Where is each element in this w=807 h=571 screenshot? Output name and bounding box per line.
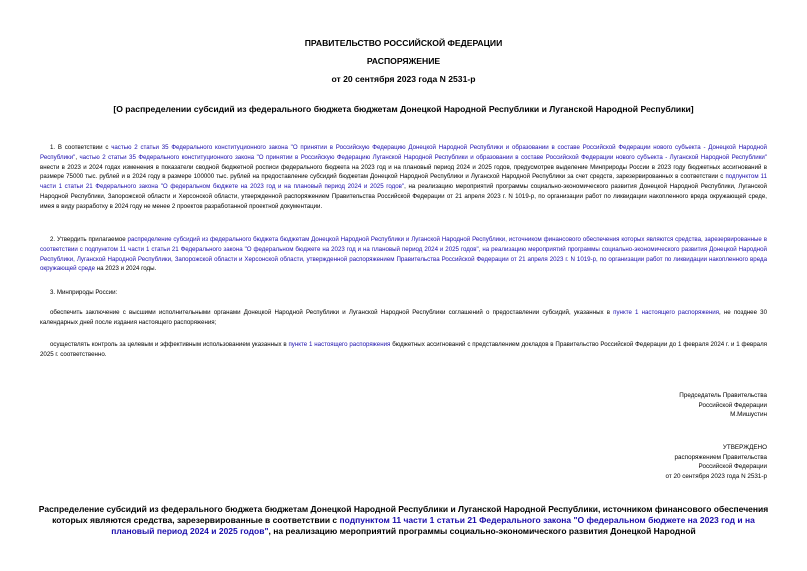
p2-text-c: на 2023 и 2024 годы.	[95, 265, 157, 273]
link-budget-law-bottom[interactable]: подпунктом 11 части 1 статьи 21 Федерального закона "О федеральном бюджете на 2023 год и на плановый период 2024 и 2025 годов"	[111, 515, 755, 536]
p5-text-a: осуществлять контроль за целевым и эффективным использованием указанных в	[50, 341, 289, 348]
link-fkz-dnr[interactable]: частью 2 статьи 35 Федерального конституционного закона "О принятии в Российскую Федерацию Донецкой Народной Республики и образовании в составе Российской Федерации нового субъекта - Донецкой Народной Республики"	[40, 144, 767, 161]
p1-text-a: 1. В соответствии с	[50, 144, 112, 151]
government-name: ПРАВИТЕЛЬСТВО РОССИЙСКОЙ ФЕДЕРАЦИИ	[304, 38, 503, 48]
bottom-title-text-a: Распределение субсидий из федерального бюджета бюджетам Донецкой Народной Республики и Луганской Народной Республики, источником финансового обеспечения которых являются средства, зарезервированные в соответствии с	[38, 504, 769, 525]
link-fkz-lnr[interactable]: частью 2 статьи 35 Федерального конституционного закона "О принятии в Российскую Федерацию Луганской Народной Республики и образовании в составе Российской Федерации нового субъекта - Луганской Народной Республики"	[79, 153, 767, 161]
bottom-title-text-c: , на реализацию мероприятий программы социально-экономического развития Донецкой Народной	[268, 526, 696, 536]
distribution-title	[30, 504, 777, 537]
paragraph-5	[40, 340, 767, 360]
signature-block	[467, 391, 767, 420]
document-date-number: от 20 сентября 2023 года N 2531-р	[331, 74, 476, 84]
p1-text-e: внести в 2023 и 2024 годах изменения в показатели сводной бюджетной росписи федерального бюджета на 2023 год и на плановый период 2024 и 2025 годов, предусмотрев выделение Минприроды России в 2023 году бюджетных ассигнований в размере 75000 тыс. рублей и в 2024 году в размере 100000 тыс. рублей на предоставление субсидий бюджетам Донецкой Народной Республики и Луганской Народной Республики за счет средств, зарезервированных в соответствии с	[40, 163, 767, 181]
approval-decree: распоряжением Правительства	[674, 453, 767, 461]
approval-block	[467, 443, 767, 481]
signature-organization: Российской Федерации	[698, 401, 767, 409]
paragraph-3: 3. Минприроды России:	[50, 289, 118, 296]
link-distribution[interactable]: распределение субсидий из федерального бюджета бюджетам Донецкой Народной Республики и Луганской Народной Республики, источником финансового обеспечения которых являются средства, зарезервированные в соответствии с подпунктом 11 части 1 статьи 21 Федерального закона "О федеральном бюджете на 2023 год и на плановый период 2024 и 2025 годов", на реализацию мероприятий программы социально-экономического развития Донецкой Народной Республики, Луганской Народной Республики, Запорожской области и Херсонской области, утвержденной распоряжением Правительства Российской Федерации от 21 апреля 2023 г. N 1019-р, по организации работ по ликвидации накопленного вреда окружающей среде	[40, 236, 767, 273]
document-title: [О распределении субсидий из федерального бюджета бюджетам Донецкой Народной Республики и Луганской Народной Республики]	[113, 104, 694, 114]
paragraph-1	[40, 143, 767, 212]
signature-name: М.Мишустин	[730, 411, 767, 418]
link-budget-law-p1[interactable]: подпунктом 11 части 1 статьи 21 Федерального закона "О федеральном бюджете на 2023 год и на плановый период 2024 и 2025 годов"	[40, 173, 767, 191]
approval-label: УТВЕРЖДЕНО	[722, 444, 767, 451]
p4-text-a: обеспечить заключение с высшими исполнительными органами Донецкой Народной Республики и Луганской Народной Республики соглашений о предоставлении субсидий, указанных в	[50, 309, 614, 316]
p1-text-g: , на реализацию мероприятий программы социально-экономического развития Донецкой Народной Республики, Луганской Народной Республики, Запорожской области и Херсонской области, утвержденной распоряжением Правительства Российской Федерации от 21 апреля 2023 г. N 1019-р, по организации работ по ликвидации накопленного вреда окружающей среде, имея в виду разработку в 2024 году не менее 2 проектов разработанной проектной документации.	[40, 183, 767, 210]
p2-text-a: 2. Утвердить прилагаемое	[50, 236, 128, 243]
p4-text-c: , не позднее 30 календарных дней после издания настоящего распоряжения;	[40, 309, 767, 326]
approval-date: от 20 сентября 2023 года N 2531-р	[665, 472, 767, 480]
signature-position: Председатель Правительства	[679, 392, 767, 399]
paragraph-2	[40, 235, 767, 274]
p1-text-c: ,	[75, 153, 80, 161]
approval-organization: Российской Федерации	[698, 463, 767, 470]
paragraph-4	[40, 308, 767, 328]
p5-text-c: бюджетных ассигнований с представлением докладов в Правительство Российской Федерации до 1 февраля 2024 г. и 1 февраля 2025 г. соответственно.	[40, 341, 767, 358]
link-point-1-p5[interactable]: пункте 1 настоящего распоряжения	[288, 341, 391, 348]
document-type: РАСПОРЯЖЕНИЕ	[366, 56, 441, 66]
link-point-1-p4[interactable]: пункте 1 настоящего распоряжения	[613, 309, 720, 316]
